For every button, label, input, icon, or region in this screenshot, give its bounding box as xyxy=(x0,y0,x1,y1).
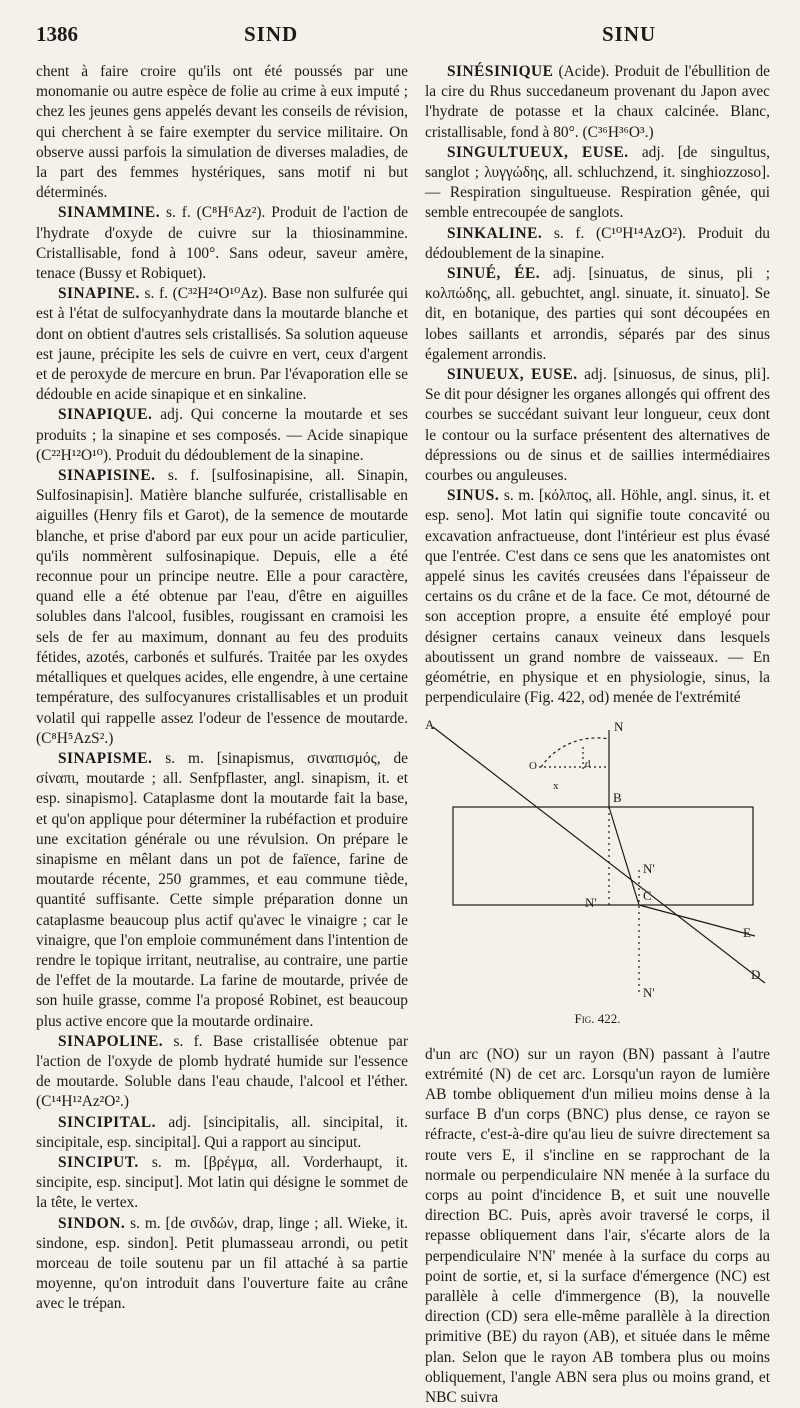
entry-text: (Acide). Produit de l'ébullition de la cire du Rhus succedaneum provenant du Japon avec l'hydrate de potasse et la chaux calcinée. Blanc, cristallisable, fond à 80°. (C³⁶H³⁶O³.) xyxy=(425,63,770,141)
headword: SINUS. xyxy=(447,487,499,504)
label-x: x xyxy=(553,780,559,792)
entry-text: adj. [de singultus, sanglot ; λυγγώδης, all. schluchzend, it. singhiozzoso]. — Respiration singultueuse. Respiration gênée, qui semble entrecoupée de sanglots. xyxy=(425,144,770,222)
entry-text: s. m. [βρέγμα, all. Vorderhaupt, it. sincipite, esp. sinciput]. Mot latin qui désigne le sommet de la tête, le vertex. xyxy=(36,1154,408,1211)
left-column xyxy=(36,62,408,1315)
headword: SINAPISME. xyxy=(58,750,152,767)
entry-text: adj. [sinuatus, de sinus, pli ; κολπώδης, all. gebuchtet, angl. sinuate, it. sinuato]. Se dit, en botanique, des parties qui sont découpées en lobes saillants et arrondis, séparés par des sinus également arrondis. xyxy=(425,265,770,363)
headword: SINGULTUEUX, EUSE. xyxy=(447,144,629,161)
running-head-right: SINU xyxy=(602,22,656,47)
headword: SINDON. xyxy=(58,1215,125,1232)
arc-no xyxy=(541,737,609,766)
headword: SINAPOLINE. xyxy=(58,1033,163,1050)
entry-sinus xyxy=(425,486,770,708)
headword: SINCIPUT. xyxy=(58,1154,139,1171)
entry-sinapine xyxy=(36,284,408,405)
headword: SINAPINE. xyxy=(58,285,140,302)
running-head-left: SIND xyxy=(244,22,298,47)
entry-text: s. f. (C³²H²⁴O¹⁰Az). Base non sulfurée qui est à l'état de sulfocyanhydrate dans la moutarde blanche et dont on obtient d'autres sels cristallisés. Sa solution aqueuse est jaune, précipite les sels de cuivre en vert, ceux d'argent et de peroxyde de mercure en brun. Par l'évaporation elle se dédouble en acide sinapique et en sinkaline. xyxy=(36,285,408,403)
headword: SINAMMINE. xyxy=(58,204,160,221)
headword: SINUÉ, ÉE. xyxy=(447,265,540,282)
right-column xyxy=(425,62,770,1408)
entry-text: s. m. [de σινδών, drap, linge ; all. Wieke, it. sindone, esp. sindon]. Petit plumasseau arrondi, ou petit morceau de toile soutenu par un fil attaché à sa partie moyenne, qu'on introduit dans l'ouverture faite au crâne avec le trépan. xyxy=(36,1215,408,1313)
label-e: E xyxy=(743,925,751,940)
entry-sinciput xyxy=(36,1153,408,1214)
headword: SINÉSINIQUE xyxy=(447,63,553,80)
entry-text: s. f. [sulfosinapisine, all. Sinapin, Sulfosinapisin]. Matière blanche sulfurée, cristallisable en aiguilles (Henry fils et Garot), de la semence de moutarde blanche, et prise d'abord par eux pour un acide particulier, qu'ils nommèrent sulfosinapique. Depuis, elle a été reconnue pour un principe neutre. Elle a pour caractère, quand elle a été obtenue par l'eau, d'être en aiguilles solubles dans l'alcool, fusibles, rougissant en cramoisi les sels de fer au maximum, donnant au feu des produits fétides, azotés, carbonés et sulfurés. Traitée par les oxydes métalliques et quelques acides, elle engendre, à une certaine température, des sulfocyanures cristallisables et un produit volatil qui rappelle assez l'odeur de l'essence de moutarde. (C⁸H⁵AzS².) xyxy=(36,467,408,747)
label-n: N xyxy=(614,719,624,734)
entry-sinapique xyxy=(36,405,408,466)
entry-sinammine xyxy=(36,203,408,284)
label-c: C xyxy=(643,888,652,903)
continuation-paragraph: chent à faire croire qu'ils ont été poussés par une monomanie ou autre espèce de folie au crime à eux imputé ; chez les jeunes gens appelés devant les conseils de révision, qui cherchent à se faire exempter du service militaire. On observe aussi parfois la simulation de diverses maladies, de la part des femmes hystériques, sans motif ni but déterminés. xyxy=(36,62,408,203)
entry-sinue xyxy=(425,264,770,365)
refraction-figure xyxy=(425,715,770,1037)
refracted-ray-line xyxy=(609,807,639,905)
headword: SINCIPITAL. xyxy=(58,1114,156,1131)
entry-text: adj. [sinuosus, de sinus, pli]. Se dit pour désigner les organes allongés qui offrent des courbes se succédant suivant leur longueur, ceux dont le contour ou la surface présentent des alternatives de dépressions ou de sinus et de saillies intermédiaires courbes ou anguleuses. xyxy=(425,366,770,484)
headword: SINAPISINE. xyxy=(58,467,155,484)
label-n-prime-left: N' xyxy=(585,895,597,910)
entry-sincipital xyxy=(36,1113,408,1153)
entry-sinapisme xyxy=(36,749,408,1032)
entry-text: adj. Qui concerne la moutarde et ses produits ; la sinapine et ses composés. — Acide sinapique (C²²H¹²O¹⁰). Produit du dédoublement de la sinapine. xyxy=(36,406,408,463)
dense-body-rect xyxy=(453,807,753,905)
entry-singultueux xyxy=(425,143,770,224)
entry-sinesinique xyxy=(425,62,770,143)
entry-text: adj. [sincipitalis, all. sincipital, it. sincipitale, esp. sincipital]. Qui a rapport au sinciput. xyxy=(36,1114,408,1151)
ray-line xyxy=(433,727,765,983)
entry-text: s. f. (C⁸H⁶Az²). Produit de l'action de l'hydrate d'oxyde de cuivre sur la thiosinammine. Cristallisable, fond à 100°. Sans odeur, saveur amère, tenace (Bussy et Robiquet). xyxy=(36,204,408,282)
entry-text: s. m. [sinapismus, σιναπισμός, de σίναπι, moutarde ; all. Senfpflaster, angl. sinapism, it. et esp. sinapismo]. Cataplasme dont la moutarde fait la base, et qu'on applique pour déterminer la rubéfaction et produire une excitation générale ou une révulsion. On prépare le sinapisme en mêlant dans un pot de faïence, farine de moutarde récente, 250 grammes, et eau commune tiède, quantité suffisante. Cette simple préparation donne un cataplasme beaucoup plus actif qu'avec le vinaigre ; car le vinaigre, que l'on emploie communément dans l'intention de rendre le topique irritant, neutralise, au contraire, une partie de l'effet de la moutarde. La farine de moutarde, privée de son huile grasse, comme l'a proposé Robinet, est beaucoup plus active encore que la moutarde ordinaire. xyxy=(36,750,408,1030)
entry-text: s. m. [κόλπος, all. Höhle, angl. sinus, it. et esp. seno]. Mot latin qui signifie toute concavité ou excavation anfractueuse, dont l'intérieur est plus évasé que l'entrée. C'est dans ce sens que les anatomistes ont appelé sinus les cavités creusées dans l'épaisseur de certains os du crâne et de la face. Ce mot, détourné de son acception propre, a ensuite été employé pour désigner certains canaux veineux dans lesquels aboutissent un grand nombre de vaisseaux. — En géométrie, en physique et en physiologie, sinus, la perpendiculaire (Fig. 422, od) menée de l'extrémité xyxy=(425,487,770,706)
headword: SINKALINE. xyxy=(447,225,542,242)
label-d: d xyxy=(585,758,591,770)
continuation-paragraph: d'un arc (NO) sur un rayon (BN) passant à l'autre extrémité (N) de cet arc. Lorsqu'un rayon de lumière AB tombe obliquement d'un milieu moins dense à la surface B d'un corps (BNC) plus dense, ce rayon se réfracte, c'est-à-dire qu'au lieu de suivre directement sa route vers E, il s'incline en se rapprochant de la normale ou perpendiculaire NN menée à la surface du corps au point d'incidence B, et suit une nouvelle direction BC. Puis, après avoir traversé le corps, il repasse obliquement dans l'air, s'écarte alors de la perpendiculaire N'N' menée à la surface du corps au point de sortie, et, si la surface d'émergence (NC) est parallèle à celle d'immergence (B), la nouvelle direction (CD) sera elle-même parallèle à la direction primitive (BE) du rayon (AB), et située dans le même plan. Selon que le rayon AB tombera plus ou moins obliquement, l'angle ABN sera plus ou moins grand, et NBC suivra xyxy=(425,1045,770,1408)
entry-sinueux xyxy=(425,365,770,486)
page-header xyxy=(36,22,768,50)
refraction-diagram xyxy=(425,715,770,1007)
label-n-prime-top: N' xyxy=(643,861,655,876)
headword: SINUEUX, EUSE. xyxy=(447,366,578,383)
label-o: O xyxy=(529,760,537,772)
parallel-emergent-line xyxy=(639,905,755,936)
entry-sinkaline xyxy=(425,224,770,264)
entry-text: s. f. (C¹⁰H¹⁴AzO²). Produit du dédoublement de la sinapine. xyxy=(425,225,770,262)
entry-sinapoline xyxy=(36,1032,408,1113)
label-d-upper: D xyxy=(751,967,760,982)
label-a: A xyxy=(425,717,435,732)
label-n-prime-bottom: N' xyxy=(643,985,655,1000)
page-number: 1386 xyxy=(36,22,78,47)
entry-text: s. f. Base cristallisée obtenue par l'action de l'oxyde de plomb hydraté humide sur l'essence de moutarde. Soluble dans l'eau chaude, l'alcool et l'éther. (C¹⁴H¹²Az²O².) xyxy=(36,1033,408,1111)
figure-caption: Fig. 422. xyxy=(425,1009,770,1029)
entry-sinapisine xyxy=(36,466,408,749)
entry-sindon xyxy=(36,1214,408,1315)
label-b: B xyxy=(613,790,622,805)
headword: SINAPIQUE. xyxy=(58,406,152,423)
